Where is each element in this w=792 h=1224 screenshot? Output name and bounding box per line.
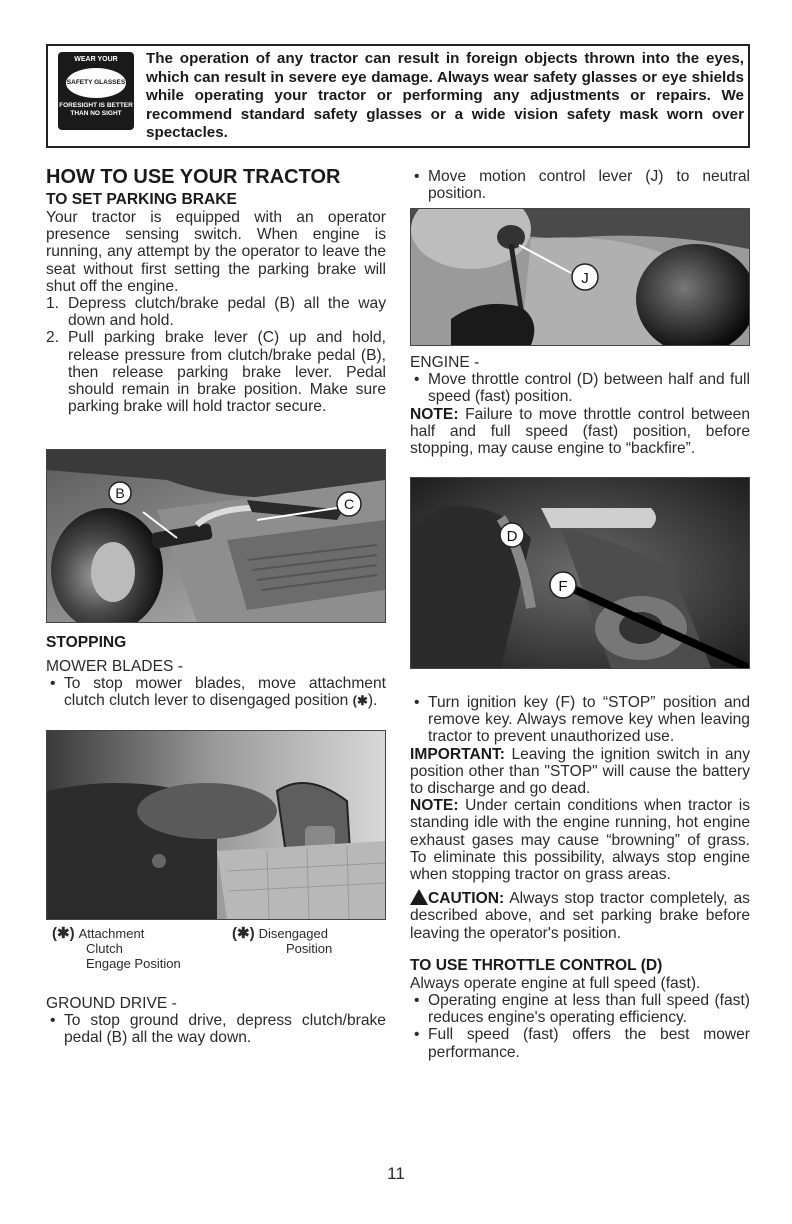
disengaged-caption-symbol-icon: (✱) [232, 925, 255, 942]
ground-drive-bullet [46, 1012, 386, 1046]
safety-glasses-icon [58, 52, 134, 130]
step-2 [46, 329, 386, 415]
ground-drive-text: To stop ground drive, depress clutch/brake pedal (B) all the way down. [64, 1012, 386, 1047]
caption-engage-line3: Engage Position [86, 956, 181, 971]
engage-symbol-icon: (✱) [52, 925, 75, 942]
caution-text: Always stop tractor completely, as described above, and set parking brake before leaving the operator's position. [410, 890, 750, 942]
icon-text-oval: SAFETY GLASSES [66, 79, 126, 86]
photo-parking-brake [46, 449, 386, 623]
ignition-bullet [410, 694, 750, 746]
photo-label-j: J [581, 270, 589, 287]
step-2-number: 2. [46, 329, 60, 347]
disengaged-symbol-icon: (✱ [352, 693, 368, 709]
throttle-bullet-2-text: Full speed (fast) offers the best mower performance. [428, 1026, 750, 1061]
step-1-number: 1. [46, 295, 60, 313]
mower-blades-text: To stop mower blades, move attachment clutch clutch lever to disengaged position [64, 675, 386, 710]
caption-disengaged-line2: Position [286, 941, 333, 956]
motion-control-bullet [410, 168, 750, 202]
throttle-bullet-1 [410, 992, 750, 1026]
stopping-heading: STOPPING [46, 634, 127, 651]
caption-engage-line1: Attachment [78, 926, 145, 941]
safety-warning-box [46, 44, 750, 148]
motion-control-text: Move motion control lever (J) to neutral position. [428, 168, 750, 203]
throttle-intro: Always operate engine at full speed (fast). [410, 974, 701, 992]
step-1 [46, 295, 386, 329]
note-backfire [410, 406, 750, 458]
photo-throttle-ignition [410, 477, 750, 669]
warning-text: The operation of any tractor can result in foreign objects thrown into the eyes, which can result in severe eye damage. Always wear safety glasses or eye shields while operating your tractor or performing any adjustments or repairs. We recommend standard safety glasses or a wide vision safety mask worn over spectacles. [146, 50, 744, 142]
page-number: 11 [387, 1164, 405, 1183]
caution-note [410, 889, 750, 942]
throttle-bullet-2 [410, 1026, 750, 1060]
parking-brake-heading: TO SET PARKING BRAKE [46, 191, 237, 208]
photo1-label-b: B [115, 485, 125, 501]
note2-label: NOTE: [410, 797, 459, 815]
throttle-heading: TO USE THROTTLE CONTROL (D) [410, 956, 663, 974]
caption-engage [52, 926, 222, 971]
engine-bullet [410, 371, 750, 405]
engine-bullet-text: Move throttle control (D) between half and full speed (fast) position. [428, 371, 750, 406]
ignition-bullet-text: Turn ignition key (F) to “STOP” position and remove key. Always remove key when leaving tractor to prevent unauthorized use. [428, 694, 750, 746]
engine-label: ENGINE - [410, 354, 480, 371]
right-column-bottom [410, 694, 750, 1061]
ground-drive-label: GROUND DRIVE - [46, 995, 177, 1012]
left-column-stopping [46, 633, 386, 710]
photo-label-d: D [506, 528, 518, 545]
mower-blades-label: MOWER BLADES - [46, 658, 183, 675]
note1-label: NOTE: [410, 405, 459, 423]
note2-text: Under certain conditions when tractor is standing idle with the engine running, hot engine exhaust gases may cause “browning” of grass. To eliminate this possibility, always stop engine when stopping tractor on grass areas. [410, 797, 750, 884]
parking-brake-intro: Your tractor is equipped with an operator presence sensing switch. When engine is running, any attempt by the operator to leave the seat without first setting the parking brake will shut off the engine. [46, 209, 386, 295]
step-2-text: Pull parking brake lever (C) up and hold, release pressure from clutch/brake pedal (B), then release parking brake lever. Pedal should remain in brake position. Make sure parking brake will hold tractor secure. [68, 329, 386, 416]
step-1-text: Depress clutch/brake pedal (B) all the way down and hold. [68, 295, 386, 330]
important-label: IMPORTANT: [410, 745, 505, 763]
caption-disengaged [232, 926, 392, 956]
photo1-label-c: C [343, 496, 355, 512]
caution-triangle-icon [410, 889, 428, 905]
disengaged-symbol-suffix: ). [367, 692, 378, 710]
icon-text-top: WEAR YOUR [74, 56, 118, 63]
left-column-ground-drive [46, 995, 386, 1047]
photo-attachment-clutch [46, 730, 386, 920]
right-column-top [410, 168, 750, 202]
note-browning [410, 797, 750, 883]
left-column-top [46, 166, 386, 415]
photo-label-f: F [558, 578, 568, 595]
important-text: Leaving the ignition switch in any position other than "STOP" will cause the battery to discharge and go dead. [410, 745, 750, 798]
icon-text-bottom-1: FORESIGHT IS BETTER [59, 102, 133, 109]
important-note [410, 746, 750, 798]
caption-engage-line2: Clutch [86, 941, 123, 956]
icon-oval [66, 68, 126, 98]
section-title: HOW TO USE YOUR TRACTOR [46, 166, 341, 188]
icon-text-bottom-2: THAN NO SIGHT [70, 110, 122, 117]
right-column-engine [410, 354, 750, 457]
caption-disengaged-line1: Disengaged [258, 926, 328, 941]
note1-text: Failure to move throttle control between half and full speed (fast) position, before stopping, may cause engine to “backfire”. [410, 405, 750, 458]
caution-label: CAUTION: [428, 890, 505, 908]
throttle-bullet-1-text: Operating engine at less than full speed (fast) reduces engine's operating efficiency. [428, 992, 750, 1027]
icon-text-bottom [58, 102, 134, 118]
mower-blades-bullet [46, 675, 386, 709]
photo-motion-control [410, 208, 750, 346]
